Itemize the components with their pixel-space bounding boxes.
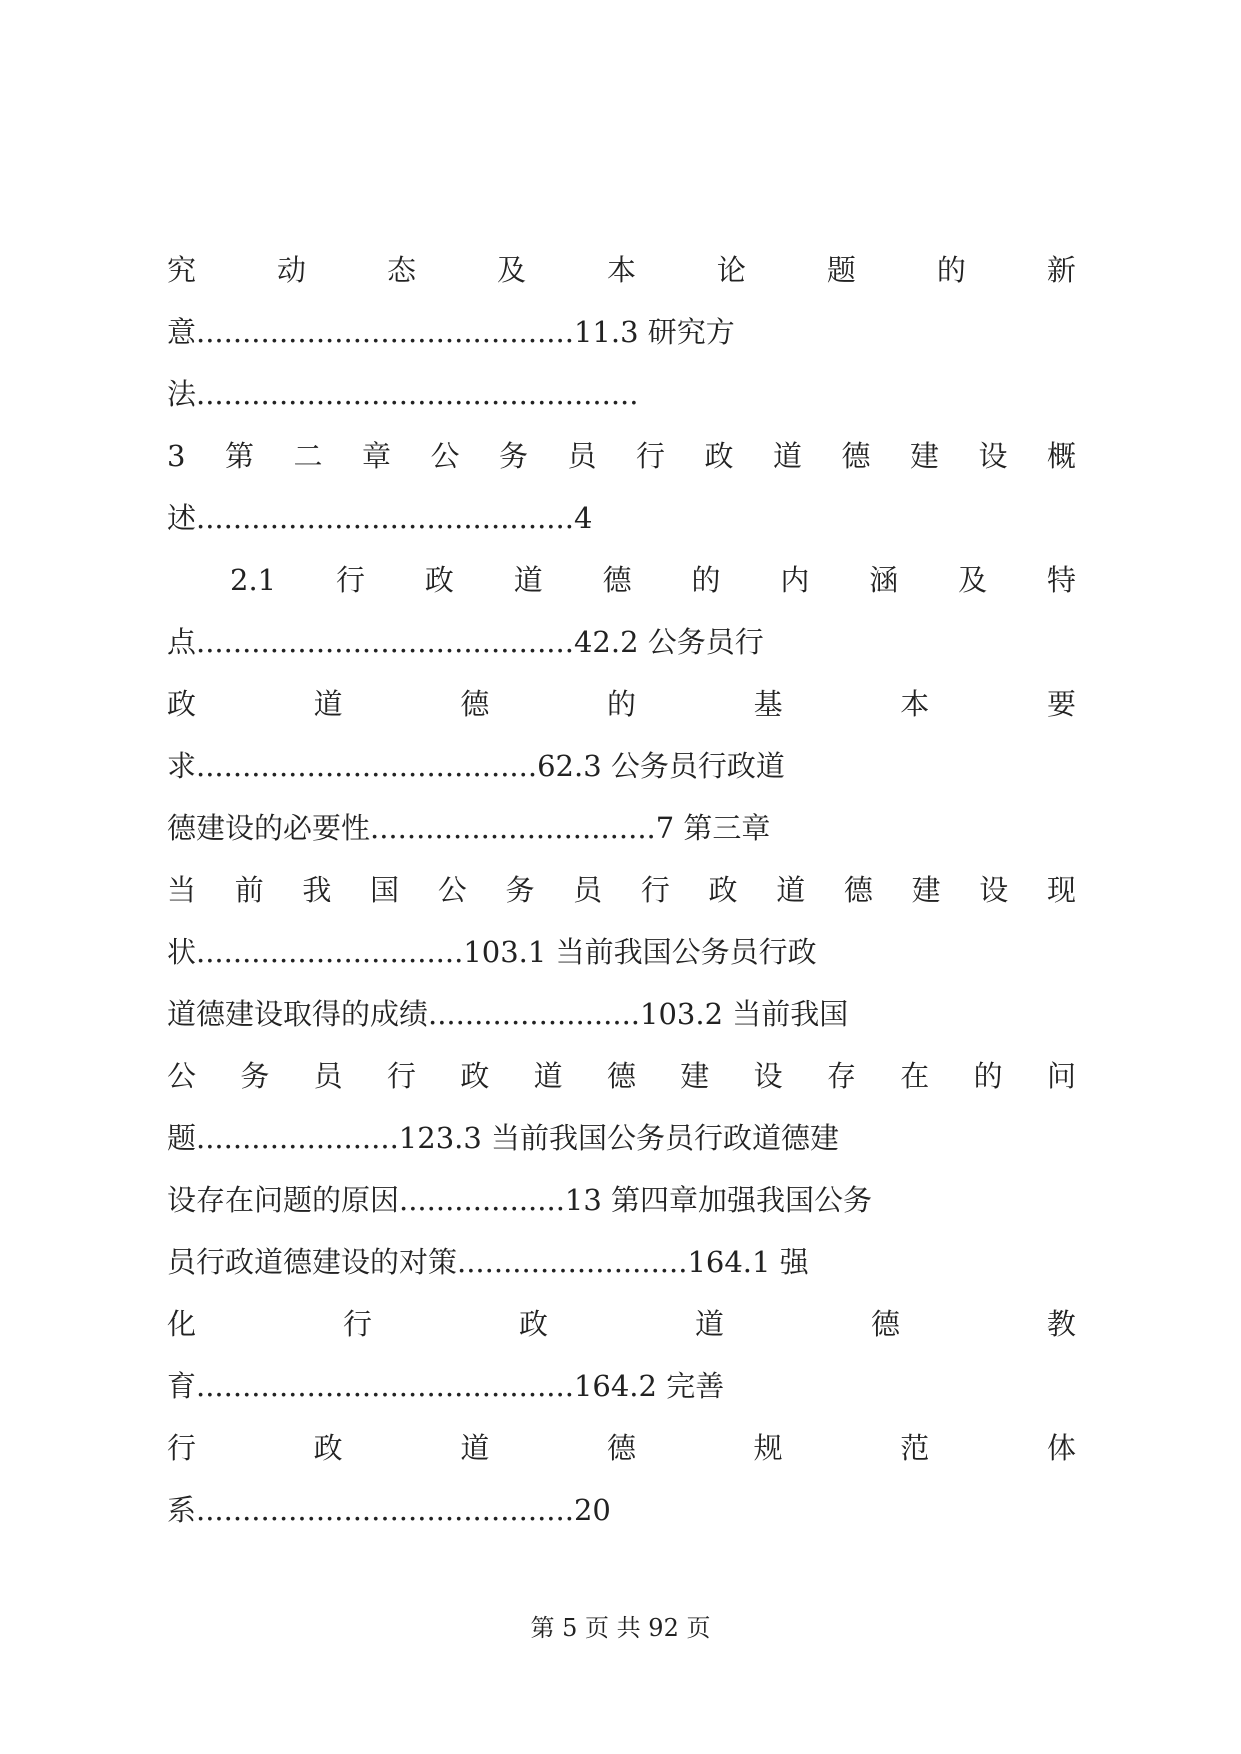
toc-line-7: 点.........................................42.2 公务员行 <box>167 625 764 659</box>
toc-token: 务 <box>505 873 535 907</box>
toc-token: 公 <box>430 439 460 473</box>
toc-token: 员 <box>313 1059 343 1093</box>
toc-token: 设 <box>753 1059 783 1093</box>
toc-line-17: 员行政道德建设的对策.........................164.1 强 <box>167 1245 809 1279</box>
toc-token: 前 <box>234 873 264 907</box>
toc-line-14 <box>167 1056 1076 1096</box>
toc-token: 教 <box>1046 1307 1076 1341</box>
page-number-footer: 第 5 页 共 92 页 <box>530 1614 711 1642</box>
toc-line-3: 法................................................ <box>167 377 639 411</box>
toc-token: 公 <box>437 873 467 907</box>
toc-token: 的 <box>973 1059 1003 1093</box>
toc-line-21: 系.........................................20 <box>167 1493 611 1527</box>
toc-token: 要 <box>1046 687 1076 721</box>
toc-line-8 <box>167 684 1076 724</box>
toc-token: 行 <box>167 1431 197 1465</box>
toc-token: 政 <box>708 873 738 907</box>
toc-token: 道 <box>513 563 543 597</box>
toc-token: 行 <box>640 873 670 907</box>
toc-token: 的 <box>936 253 966 287</box>
toc-line-4 <box>167 436 1076 476</box>
toc-token: 第 <box>224 439 254 473</box>
toc-line-12: 状.............................103.1 当前我国公务员行政 <box>167 935 817 969</box>
toc-token: 道 <box>776 873 806 907</box>
toc-token: 建 <box>680 1059 710 1093</box>
toc-token: 设 <box>979 873 1009 907</box>
toc-token: 道 <box>460 1431 490 1465</box>
toc-token: 本 <box>900 687 930 721</box>
toc-line-18 <box>167 1304 1076 1344</box>
toc-token: 道 <box>772 439 802 473</box>
toc-token: 政 <box>518 1307 548 1341</box>
toc-token: 涵 <box>869 563 899 597</box>
toc-token: 概 <box>1046 439 1076 473</box>
toc-token: 国 <box>370 873 400 907</box>
toc-token: 2.1 <box>230 563 277 597</box>
toc-token: 务 <box>240 1059 270 1093</box>
toc-token: 二 <box>293 439 323 473</box>
toc-line-11 <box>167 870 1076 910</box>
toc-token: 在 <box>900 1059 930 1093</box>
toc-token: 我 <box>302 873 332 907</box>
toc-token: 规 <box>753 1431 783 1465</box>
toc-line-6 <box>230 560 1076 600</box>
toc-line-5: 述.........................................4 <box>167 501 593 535</box>
toc-line-10: 德建设的必要性...............................7 第三章 <box>167 811 771 845</box>
toc-token: 3 <box>167 439 186 473</box>
toc-token: 政 <box>460 1059 490 1093</box>
toc-token: 究 <box>167 253 197 287</box>
toc-token: 德 <box>602 563 632 597</box>
toc-token: 行 <box>335 563 365 597</box>
toc-token: 范 <box>900 1431 930 1465</box>
toc-token: 内 <box>780 563 810 597</box>
toc-token: 政 <box>313 1431 343 1465</box>
toc-token: 体 <box>1046 1431 1076 1465</box>
toc-token: 的 <box>691 563 721 597</box>
toc-token: 设 <box>978 439 1008 473</box>
toc-token: 建 <box>909 439 939 473</box>
toc-token: 员 <box>573 873 603 907</box>
toc-line-13: 道德建设取得的成绩.......................103.2 当前我国 <box>167 997 849 1031</box>
toc-token: 德 <box>843 873 873 907</box>
toc-token: 动 <box>276 253 306 287</box>
toc-token: 及 <box>496 253 526 287</box>
toc-token: 政 <box>167 687 197 721</box>
toc-token: 政 <box>424 563 454 597</box>
toc-token: 行 <box>342 1307 372 1341</box>
toc-token: 德 <box>841 439 871 473</box>
toc-token: 特 <box>1046 563 1076 597</box>
toc-token: 公 <box>167 1059 197 1093</box>
toc-token: 态 <box>386 253 416 287</box>
toc-token: 行 <box>635 439 665 473</box>
toc-line-15: 题......................123.3 当前我国公务员行政道德建 <box>167 1121 840 1155</box>
toc-line-16: 设存在问题的原因..................13 第四章加强我国公务 <box>167 1183 873 1217</box>
toc-token: 新 <box>1046 253 1076 287</box>
toc-line-1 <box>167 250 1076 290</box>
toc-token: 德 <box>460 687 490 721</box>
toc-token: 道 <box>694 1307 724 1341</box>
toc-token: 行 <box>386 1059 416 1093</box>
toc-token: 问 <box>1046 1059 1076 1093</box>
toc-token: 道 <box>313 687 343 721</box>
toc-token: 基 <box>753 687 783 721</box>
toc-line-20 <box>167 1428 1076 1468</box>
toc-token: 存 <box>826 1059 856 1093</box>
toc-token: 题 <box>826 253 856 287</box>
toc-token: 建 <box>911 873 941 907</box>
toc-token: 德 <box>606 1059 636 1093</box>
toc-line-2: 意.........................................11.3 研究方 <box>167 315 735 349</box>
toc-token: 及 <box>958 563 988 597</box>
toc-token: 道 <box>533 1059 563 1093</box>
toc-token: 当 <box>167 873 197 907</box>
toc-token: 章 <box>361 439 391 473</box>
toc-token: 论 <box>716 253 746 287</box>
toc-token: 员 <box>567 439 597 473</box>
toc-token: 政 <box>704 439 734 473</box>
toc-line-9: 求.....................................62.3 公务员行政道 <box>167 749 785 783</box>
toc-token: 现 <box>1046 873 1076 907</box>
toc-token: 化 <box>167 1307 197 1341</box>
toc-line-19: 育.........................................164.2 完善 <box>167 1369 725 1403</box>
toc-token: 本 <box>606 253 636 287</box>
toc-token: 德 <box>870 1307 900 1341</box>
toc-token: 的 <box>606 687 636 721</box>
toc-token: 务 <box>498 439 528 473</box>
toc-token: 德 <box>606 1431 636 1465</box>
